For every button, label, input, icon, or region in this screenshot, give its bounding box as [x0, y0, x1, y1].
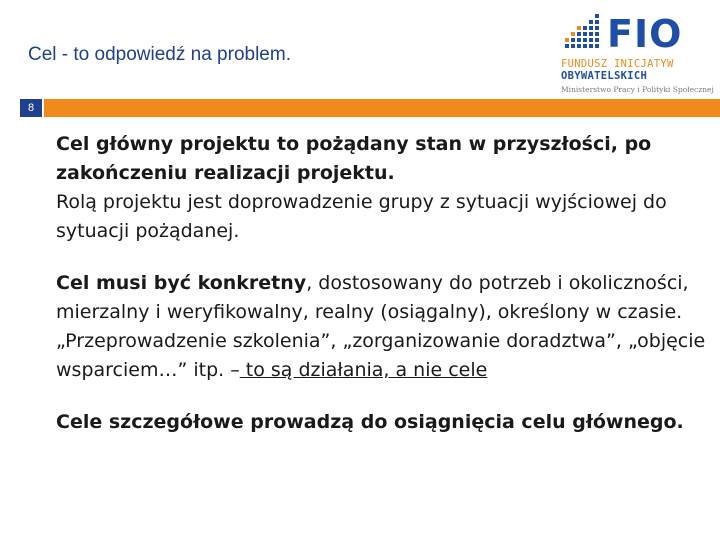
paragraph-activities-note — [56, 327, 706, 385]
activities-examples: „Przeprowadzenie szkolenia”, „zorganizowanie doradztwa”, „objęcie wsparciem…” itp. – — [56, 330, 706, 381]
slide-title: Cel - to odpowiedź na problem. — [28, 44, 291, 65]
logo-dots-icon — [561, 14, 603, 50]
orange-rule-bar — [44, 99, 720, 117]
header-rule — [0, 99, 720, 117]
logo-wordmark: FIO — [607, 12, 683, 56]
fio-logo — [555, 6, 714, 96]
logo-line-1: FUNDUSZ INICJATYW — [561, 58, 674, 70]
slide-content — [56, 130, 706, 437]
paragraph-project-role: Rolą projektu jest doprowadzenie grupy z sytuacji wyjściowej do sytuacji pożądanej. — [56, 191, 667, 242]
paragraph-main-goal: Cel główny projektu to pożądany stan w przyszłości, po zakończeniu realizacji projektu. — [56, 133, 652, 184]
paragraph-goal-criteria — [56, 269, 706, 327]
page-number-badge: 8 — [20, 99, 42, 117]
logo-line-2: OBYWATELSKICH — [561, 70, 648, 82]
activities-underlined: to są działania, a nie cele — [239, 359, 488, 381]
goal-criteria-rest: , dostosowany do potrzeb i okoliczności, mierzalny i weryfikowalny, realny (osiągalny), określony w czasie. — [56, 272, 689, 323]
paragraph-specific-goals: Cele szczegółowe prowadzą do osiągnięcia celu głównego. — [56, 411, 684, 433]
logo-ministry-line: Ministerstwo Pracy i Polityki Społecznej — [561, 85, 714, 94]
goal-criteria-bold: Cel musi być konkretny — [56, 272, 307, 294]
